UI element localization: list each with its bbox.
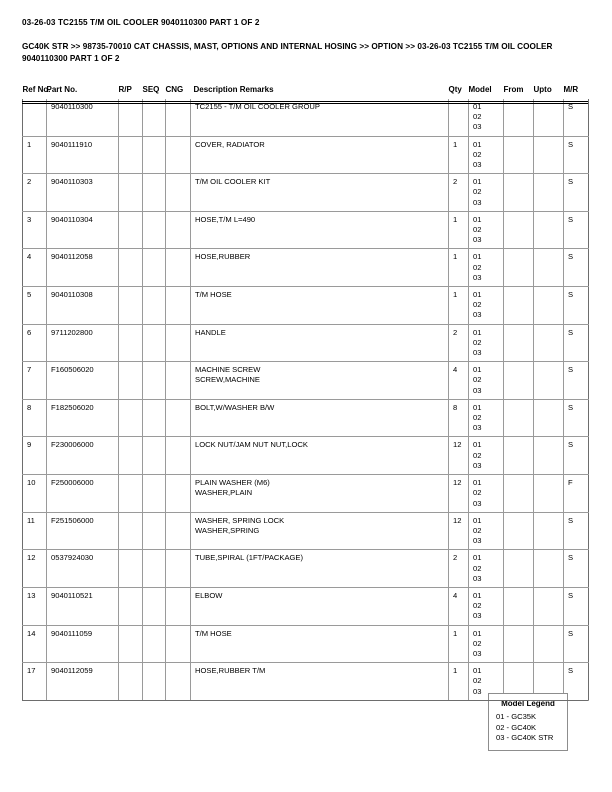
cell-seq — [143, 587, 166, 625]
cell-part-no: F182506020 — [47, 399, 119, 437]
description-line: HOSE,T/M L=490 — [195, 214, 256, 224]
cell-upto — [534, 550, 564, 588]
cell-qty: 2 — [449, 174, 469, 212]
cell-ref-no: 13 — [23, 587, 47, 625]
cell-mr: S — [564, 174, 589, 212]
model-code: 03 — [473, 385, 482, 395]
cell-description-remarks — [191, 663, 449, 701]
cell-rp — [119, 249, 143, 287]
model-code: 03 — [473, 235, 482, 245]
table-row — [23, 475, 589, 513]
cell-qty: 8 — [449, 399, 469, 437]
cell-mr: S — [564, 211, 589, 249]
cell-part-no: 9040112058 — [47, 249, 119, 287]
cell-cng — [166, 249, 191, 287]
cell-description-remarks — [191, 437, 449, 475]
cell-mr: S — [564, 249, 589, 287]
model-code: 03 — [473, 460, 482, 470]
model-code: 02 — [473, 375, 482, 385]
model-code: 02 — [473, 676, 482, 686]
description-line: T/M HOSE — [195, 628, 232, 638]
cell-cng — [166, 663, 191, 701]
model-legend-title: Model Legend — [501, 699, 555, 708]
page-title: 03-26-03 TC2155 T/M OIL COOLER 9040110300 PART 1 OF 2 — [22, 18, 260, 27]
cell-seq — [143, 99, 166, 136]
description-line: LOCK NUT/JAM NUT NUT,LOCK — [195, 440, 308, 450]
column-header-description-remarks: Description Remarks — [193, 85, 274, 94]
column-header-seq: SEQ — [142, 85, 160, 94]
cell-description-remarks — [191, 550, 449, 588]
cell-cng — [166, 99, 191, 136]
model-code: 01 — [473, 327, 482, 337]
model-code: 03 — [473, 423, 482, 433]
model-code: 01 — [473, 402, 482, 412]
cell-from — [504, 362, 534, 400]
cell-from — [504, 475, 534, 513]
table-row — [23, 174, 589, 212]
cell-rp — [119, 475, 143, 513]
description-line: TUBE,SPIRAL (1FT/PACKAGE) — [195, 553, 304, 563]
cell-description-remarks — [191, 362, 449, 400]
table-row — [23, 512, 589, 550]
cell-cng — [166, 550, 191, 588]
cell-from — [504, 249, 534, 287]
cell-rp — [119, 663, 143, 701]
model-code: 03 — [473, 686, 482, 696]
cell-from — [504, 550, 534, 588]
cell-model — [469, 437, 504, 475]
cell-seq — [143, 625, 166, 663]
model-code: 03 — [473, 310, 482, 320]
cell-part-no: 9040110303 — [47, 174, 119, 212]
parts-table-header — [23, 85, 589, 99]
model-code: 01 — [473, 177, 482, 187]
model-code: 01 — [473, 214, 482, 224]
cell-rp — [119, 587, 143, 625]
cell-rp — [119, 437, 143, 475]
cell-rp — [119, 99, 143, 136]
model-code: 03 — [473, 498, 482, 508]
model-code: 02 — [473, 187, 482, 197]
cell-description-remarks — [191, 625, 449, 663]
cell-seq — [143, 512, 166, 550]
model-code: 03 — [473, 272, 482, 282]
model-code: 02 — [473, 413, 482, 423]
cell-part-no: 9040110300 — [47, 99, 119, 136]
cell-ref-no: 4 — [23, 249, 47, 287]
cell-upto — [534, 211, 564, 249]
model-code: 02 — [473, 300, 482, 310]
cell-mr: S — [564, 99, 589, 136]
cell-rp — [119, 174, 143, 212]
model-code: 03 — [473, 197, 482, 207]
model-code: 01 — [473, 102, 482, 111]
cell-mr: S — [564, 587, 589, 625]
cell-rp — [119, 625, 143, 663]
cell-rp — [119, 362, 143, 400]
cell-qty: 2 — [449, 550, 469, 588]
cell-model — [469, 324, 504, 362]
model-code: 03 — [473, 348, 482, 358]
cell-seq — [143, 211, 166, 249]
cell-cng — [166, 362, 191, 400]
model-code: 01 — [473, 666, 482, 676]
cell-ref-no: 6 — [23, 324, 47, 362]
model-code: 02 — [473, 112, 482, 122]
cell-seq — [143, 475, 166, 513]
cell-from — [504, 587, 534, 625]
cell-model — [469, 249, 504, 287]
cell-description-remarks — [191, 174, 449, 212]
cell-cng — [166, 625, 191, 663]
cell-upto — [534, 362, 564, 400]
model-code: 01 — [473, 478, 482, 488]
cell-part-no: F250006000 — [47, 475, 119, 513]
cell-cng — [166, 211, 191, 249]
cell-ref-no: 8 — [23, 399, 47, 437]
cell-qty: 12 — [449, 437, 469, 475]
cell-from — [504, 399, 534, 437]
column-header-mr: M/R — [563, 85, 579, 94]
description-line: WASHER,PLAIN — [195, 488, 253, 498]
cell-seq — [143, 437, 166, 475]
cell-ref-no: 7 — [23, 362, 47, 400]
cell-part-no: 9711202800 — [47, 324, 119, 362]
cell-upto — [534, 475, 564, 513]
cell-upto — [534, 512, 564, 550]
description-line: MACHINE SCREW — [195, 365, 261, 375]
cell-cng — [166, 136, 191, 174]
cell-mr: S — [564, 324, 589, 362]
cell-model — [469, 362, 504, 400]
table-row — [23, 211, 589, 249]
model-code: 03 — [473, 573, 482, 583]
description-line: T/M OIL COOLER KIT — [195, 177, 271, 187]
description-line: ELBOW — [195, 590, 223, 600]
column-header-from: From — [503, 85, 524, 94]
description-line: HOSE,RUBBER T/M — [195, 666, 266, 676]
cell-seq — [143, 136, 166, 174]
cell-from — [504, 287, 534, 325]
column-header-part-no: Part No. — [46, 85, 78, 94]
column-header-qty: Qty — [448, 85, 462, 94]
cell-description-remarks — [191, 287, 449, 325]
cell-mr: S — [564, 136, 589, 174]
cell-part-no: F230006000 — [47, 437, 119, 475]
description-line: WASHER, SPRING LOCK — [195, 515, 285, 525]
cell-from — [504, 136, 534, 174]
cell-ref-no: 11 — [23, 512, 47, 550]
cell-mr: S — [564, 625, 589, 663]
description-line: BOLT,W/WASHER B/W — [195, 402, 275, 412]
description-line: HANDLE — [195, 327, 226, 337]
cell-from — [504, 324, 534, 362]
model-code: 01 — [473, 515, 482, 525]
table-row — [23, 99, 589, 136]
cell-description-remarks — [191, 512, 449, 550]
model-code: 03 — [473, 160, 482, 170]
cell-model — [469, 625, 504, 663]
description-line: PLAIN WASHER (M6) — [195, 478, 270, 488]
cell-description-remarks — [191, 211, 449, 249]
cell-mr: S — [564, 287, 589, 325]
cell-cng — [166, 587, 191, 625]
cell-upto — [534, 174, 564, 212]
cell-part-no: 9040110308 — [47, 287, 119, 325]
cell-model — [469, 399, 504, 437]
cell-ref-no: 1 — [23, 136, 47, 174]
cell-seq — [143, 399, 166, 437]
cell-cng — [166, 287, 191, 325]
cell-cng — [166, 399, 191, 437]
cell-part-no: 9040110521 — [47, 587, 119, 625]
cell-cng — [166, 437, 191, 475]
cell-part-no: 9040112059 — [47, 663, 119, 701]
cell-seq — [143, 249, 166, 287]
cell-qty: 2 — [449, 324, 469, 362]
description-line: HOSE,RUBBER — [195, 252, 251, 262]
column-header-upto: Upto — [533, 85, 552, 94]
cell-part-no: F251506000 — [47, 512, 119, 550]
model-code: 01 — [473, 365, 482, 375]
cell-from — [504, 512, 534, 550]
cell-cng — [166, 512, 191, 550]
cell-description-remarks — [191, 324, 449, 362]
cell-model — [469, 550, 504, 588]
model-code: 02 — [473, 563, 482, 573]
cell-upto — [534, 625, 564, 663]
cell-ref-no: 10 — [23, 475, 47, 513]
cell-part-no: 9040111059 — [47, 625, 119, 663]
cell-qty: 1 — [449, 211, 469, 249]
model-legend-item: 03 - GC40K STR — [496, 733, 554, 742]
cell-model — [469, 174, 504, 212]
cell-qty: 1 — [449, 249, 469, 287]
model-code: 01 — [473, 290, 482, 300]
cell-mr: S — [564, 512, 589, 550]
description-line: WASHER,SPRING — [195, 525, 260, 535]
model-code: 03 — [473, 611, 482, 621]
cell-qty: 4 — [449, 587, 469, 625]
cell-mr: S — [564, 550, 589, 588]
cell-rp — [119, 287, 143, 325]
cell-upto — [534, 249, 564, 287]
table-row — [23, 437, 589, 475]
cell-rp — [119, 211, 143, 249]
model-code: 02 — [473, 638, 482, 648]
cell-ref-no: 17 — [23, 663, 47, 701]
cell-qty: 1 — [449, 287, 469, 325]
cell-qty: 12 — [449, 512, 469, 550]
cell-mr: S — [564, 437, 589, 475]
cell-part-no: 9040111910 — [47, 136, 119, 174]
model-code: 01 — [473, 252, 482, 262]
cell-ref-no: 12 — [23, 550, 47, 588]
cell-seq — [143, 362, 166, 400]
cell-model — [469, 287, 504, 325]
cell-cng — [166, 324, 191, 362]
table-row — [23, 136, 589, 174]
table-row — [23, 362, 589, 400]
cell-model — [469, 475, 504, 513]
table-row — [23, 399, 589, 437]
model-code: 01 — [473, 628, 482, 638]
cell-seq — [143, 287, 166, 325]
table-row — [23, 587, 589, 625]
breadcrumb: GC40K STR >> 98735-70010 CAT CHASSIS, MAST, OPTIONS AND INTERNAL HOSING >> OPTION >> 03-26-03 TC2155 T/M OIL COOLER 9040110300 PART 1 OF 2 — [22, 42, 553, 63]
column-header-model: Model — [468, 85, 492, 94]
cell-description-remarks — [191, 587, 449, 625]
table-row — [23, 324, 589, 362]
description-line: TC2155 - T/M OIL COOLER GROUP — [195, 102, 320, 111]
model-code: 02 — [473, 450, 482, 460]
cell-qty: 4 — [449, 362, 469, 400]
cell-mr: S — [564, 362, 589, 400]
model-code: 01 — [473, 590, 482, 600]
cell-qty: 1 — [449, 663, 469, 701]
model-code: 01 — [473, 553, 482, 563]
cell-model — [469, 99, 504, 136]
cell-ref-no — [23, 99, 47, 136]
cell-mr: S — [564, 663, 589, 701]
cell-from — [504, 99, 534, 136]
cell-description-remarks — [191, 249, 449, 287]
cell-from — [504, 174, 534, 212]
cell-model — [469, 587, 504, 625]
table-row — [23, 625, 589, 663]
description-line: T/M HOSE — [195, 290, 232, 300]
table-row — [23, 550, 589, 588]
table-header-row — [23, 85, 589, 99]
column-header-ref-no: Ref No. — [22, 85, 51, 94]
model-code: 02 — [473, 488, 482, 498]
cell-rp — [119, 324, 143, 362]
table-bottom-rule — [22, 700, 588, 701]
cell-part-no: 9040110304 — [47, 211, 119, 249]
cell-upto — [534, 287, 564, 325]
cell-qty — [449, 99, 469, 136]
cell-upto — [534, 136, 564, 174]
cell-mr: S — [564, 399, 589, 437]
model-legend-item: 02 - GC40K — [496, 722, 537, 732]
cell-ref-no: 5 — [23, 287, 47, 325]
model-legend — [488, 693, 568, 751]
model-code: 03 — [473, 648, 482, 658]
cell-description-remarks — [191, 399, 449, 437]
cell-description-remarks — [191, 99, 449, 136]
cell-seq — [143, 663, 166, 701]
cell-cng — [166, 174, 191, 212]
cell-from — [504, 211, 534, 249]
cell-model — [469, 136, 504, 174]
parts-table-body — [23, 99, 589, 700]
cell-seq — [143, 324, 166, 362]
column-header-cng: CNG — [165, 85, 184, 94]
cell-seq — [143, 174, 166, 212]
model-code: 01 — [473, 139, 482, 149]
cell-ref-no: 14 — [23, 625, 47, 663]
model-code: 02 — [473, 337, 482, 347]
header-rule — [22, 101, 588, 104]
cell-upto — [534, 437, 564, 475]
cell-part-no: F160506020 — [47, 362, 119, 400]
model-code: 03 — [473, 536, 482, 546]
cell-qty: 12 — [449, 475, 469, 513]
table-row — [23, 249, 589, 287]
parts-table-container — [22, 85, 588, 701]
cell-from — [504, 437, 534, 475]
model-code: 01 — [473, 440, 482, 450]
model-code: 02 — [473, 225, 482, 235]
model-code: 03 — [473, 122, 482, 132]
cell-cng — [166, 475, 191, 513]
cell-upto — [534, 324, 564, 362]
cell-upto — [534, 99, 564, 136]
cell-model — [469, 211, 504, 249]
cell-rp — [119, 136, 143, 174]
model-legend-item: 01 - GC35K — [496, 712, 537, 721]
description-line: COVER, RADIATOR — [195, 139, 265, 149]
cell-qty: 1 — [449, 136, 469, 174]
cell-model — [469, 512, 504, 550]
table-row — [23, 287, 589, 325]
cell-qty: 1 — [449, 625, 469, 663]
cell-description-remarks — [191, 475, 449, 513]
column-header-rp: R/P — [118, 85, 132, 94]
cell-ref-no: 9 — [23, 437, 47, 475]
cell-ref-no: 3 — [23, 211, 47, 249]
model-code: 02 — [473, 262, 482, 272]
cell-seq — [143, 550, 166, 588]
cell-part-no: 0537924030 — [47, 550, 119, 588]
cell-rp — [119, 399, 143, 437]
cell-rp — [119, 550, 143, 588]
cell-from — [504, 625, 534, 663]
cell-ref-no: 2 — [23, 174, 47, 212]
parts-table — [22, 85, 589, 701]
cell-mr: F — [564, 475, 589, 513]
model-code: 02 — [473, 601, 482, 611]
description-line: SCREW,MACHINE — [195, 375, 260, 385]
cell-rp — [119, 512, 143, 550]
model-code: 02 — [473, 149, 482, 159]
cell-upto — [534, 399, 564, 437]
cell-upto — [534, 587, 564, 625]
cell-description-remarks — [191, 136, 449, 174]
model-code: 02 — [473, 525, 482, 535]
